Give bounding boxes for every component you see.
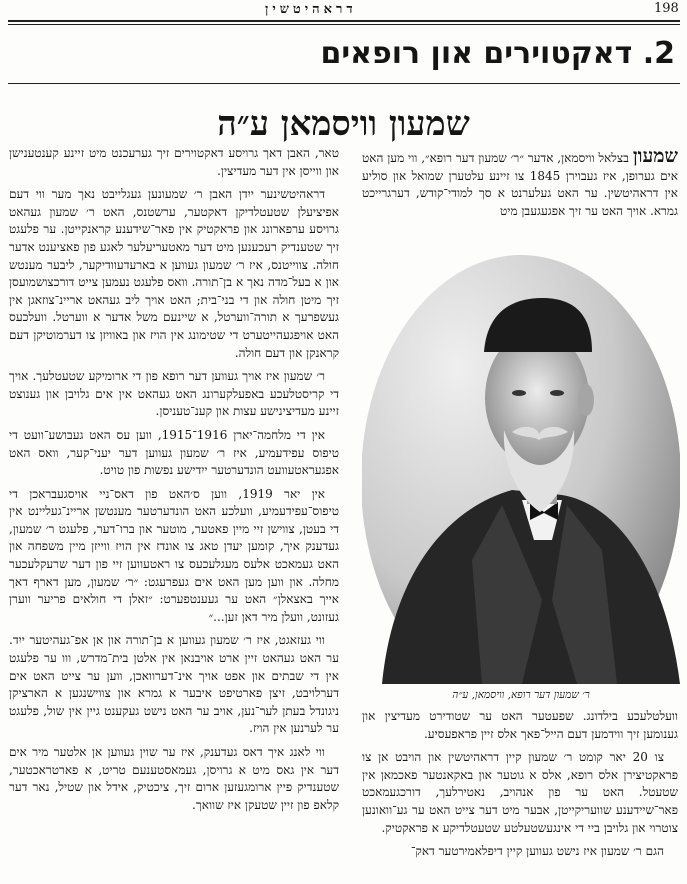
paragraph: ווי לאנג איך דאס געדענק, איז ער שוין געווען אן אלטער מיר אים דער אין גאס מיט א גרויסן, געמאסטענעם טריט, א פארטראכטער, שטענדיק פיין ארומגעזען ארום זיך, ציכטיק, אידל און שטיל, נאר דער קלאפ פון זיין שטעקן איז שוואך. <box>9 745 339 812</box>
paragraph: דראהיטשינער ייִדן האבן ר׳ שמעונען געגלייבט נאך מער ווי דעם אפיציעלן שטעטלדיקן דאקטער, ערשטנס, האט ר׳ שמעון געהאט גרויסע ערפארונג און פראקטיק אין פאר־שידענע קראנקייטן. ער פלעגט זיך שטענדיק רעכענען מיט דער מאטעריעלער לאגע פון פאציענט אדער חולה. צווייטנס, איז ר׳ שמעון געווען א בארעדעוודיקער, ליבער מענטש און א בעל־מדה נאך א בן־תורה. וואס פלעגט נעמען צייט דורכצושמועסן זיך מיטן חולה און די בני־בית; האט אויך ליב געהאט אריינ־צוזאגן אין געשפרעך א תורה־ווערטל, א שיינעם משל אדער א ווערטל. וועלכעס האט אויפגעהייטערט די שטימונג אין הויז און באוויזן צו דערמוטיקן דעם קראנקן און דעם חולה. <box>9 187 339 360</box>
portrait-photo <box>362 250 680 684</box>
paragraph: ר׳ שמעון איז אויך געווען דער רופא פון די ארומיקע שטעטלעך. אויך די קריסטלעכע באפעלקערונג האט געהאט אין אים גלויבן און גענוצט זיינע מעדיצינישע עצות און קענ־טעניסן. <box>9 369 339 419</box>
opening-text: בצלאל וויסמאן, אדער ״ר׳ שמעון דער רופא״, ווי מען האט אים גערופן, איז געבוירן 1845 צו זיינע עלטערן שמואל און סוליע אין דראהיטשין. ער האט געלערנט א סך למודי־קודש, דערגרייכט גמרא. אויך האט ער זיך אפגעגעבן מיט <box>362 151 678 218</box>
paragraph: צו 20 יאר קומט ר׳ שמעון קיין דראהיטשין און הויבט אן צו פראקטיצירן אלס רופא, אלס א גוטער און באקאנטער פאכמאן אין שטעטל. האט ער פון אנהויב, נאטירלעך, דורכגעמאכט פאר־שיידענע שוועריקייטן, אבער מיט דער צייט האט ער גע־וואונען צוטרוי און גלויבן ביי די אינגעשטעלטע שטעטלדיקע א פראקטיק. <box>362 750 678 835</box>
paragraph: טאר, האבן דאך גרויסע דאקטוירים זיך גערעכנט מיט זיינע קענטענישן און ווייסן אין דער מעדיצין. <box>9 146 339 178</box>
page-header <box>0 0 687 18</box>
paragraph: וועלטלעכע בילדונג. שפעטער האט ער שטודירט מעדיצין און גענומען זיך ווידמען דעם הייל־פאך אלס זיין פראפעסיע. <box>362 709 678 741</box>
opening-paragraph <box>362 148 678 220</box>
paragraph: הגם ר׳ שמעון איז נישט געווען קיין דיפלאמירטער דאק־ <box>410 844 664 859</box>
right-column-bottom <box>362 708 678 884</box>
paragraph: אין יאר 1919, ווען ס׳האט פון דאס־ניי אויסגעבראכן די טיפוס־עפידעמיע, וועלכע האט הונדערטער מענטשן אריינ־געליינט אין די בעטן, צווישן זיי מיין פאטער, מוטער און ברו־דער, פלעגט ר׳ שמעון, געדענק איך, קומען יעדן טאג צו אונדז אין הויז ווייזן מיין משפחה און האט געמאכט אלעס מעגלעכעס צו ראטעווען זיי פון דער שרעקלעכער מחלה. און ווען מען האט אים געפרעגט: ״ר׳ שמעון, מען דארף דאך אייך באצאלן״ האט ער געענטפערט: ״זאלן די חולאים פריער ווערן געזונט, וועלן מיר דאן זען...״ <box>9 486 339 624</box>
opening-word: שמעון <box>632 148 678 167</box>
photo-caption: ר׳ שמעון דער רופא, וויסמאן, ע״ה <box>452 689 590 701</box>
paragraph: אין די מלחמה־יארן 1916־1915, ווען עס האט געבושע־וועט די טיפוס עפידעמיע, איז ר׳ שמעון געווען דער יעני־קער, וואס האט אפגעראטעוועט הונדערטער ייִדישע נפשות פון טויט. <box>9 427 339 478</box>
paragraph: ווי געזאגט, איז ר׳ שמעון געווען א בן־תורה און אן אפ־געהיטער ייִד. ער האט געהאט זיין ארט אויבנאן אין אלטן בית־מדרש, ווו ער פלעגט אין די שבתים און אפט אויך אינ־דערוואכן, ווען ער צייט האט אים דערלויבט, זיצן פארטיפט איבער א גמרא און צווישנגען א הארציקן ניגונדל בעתן לער־נען, אויב ער האט נישט געקענט גיין אין שול, פלעגט ער לערנען אין הויז. <box>9 633 339 736</box>
portrait-illustration <box>362 250 680 684</box>
left-column <box>9 145 339 882</box>
running-header-title: דראהיטשין <box>265 2 357 17</box>
header-rule-thin <box>8 24 680 25</box>
right-column-top <box>362 148 678 248</box>
section-rule <box>8 83 680 84</box>
article-title: שמעון וויסמאן ע״ה <box>217 104 470 144</box>
section-title: 2. דאקטוירים און רופאים <box>320 36 675 71</box>
header-rule <box>8 20 680 22</box>
page-number: 198 <box>654 1 679 16</box>
